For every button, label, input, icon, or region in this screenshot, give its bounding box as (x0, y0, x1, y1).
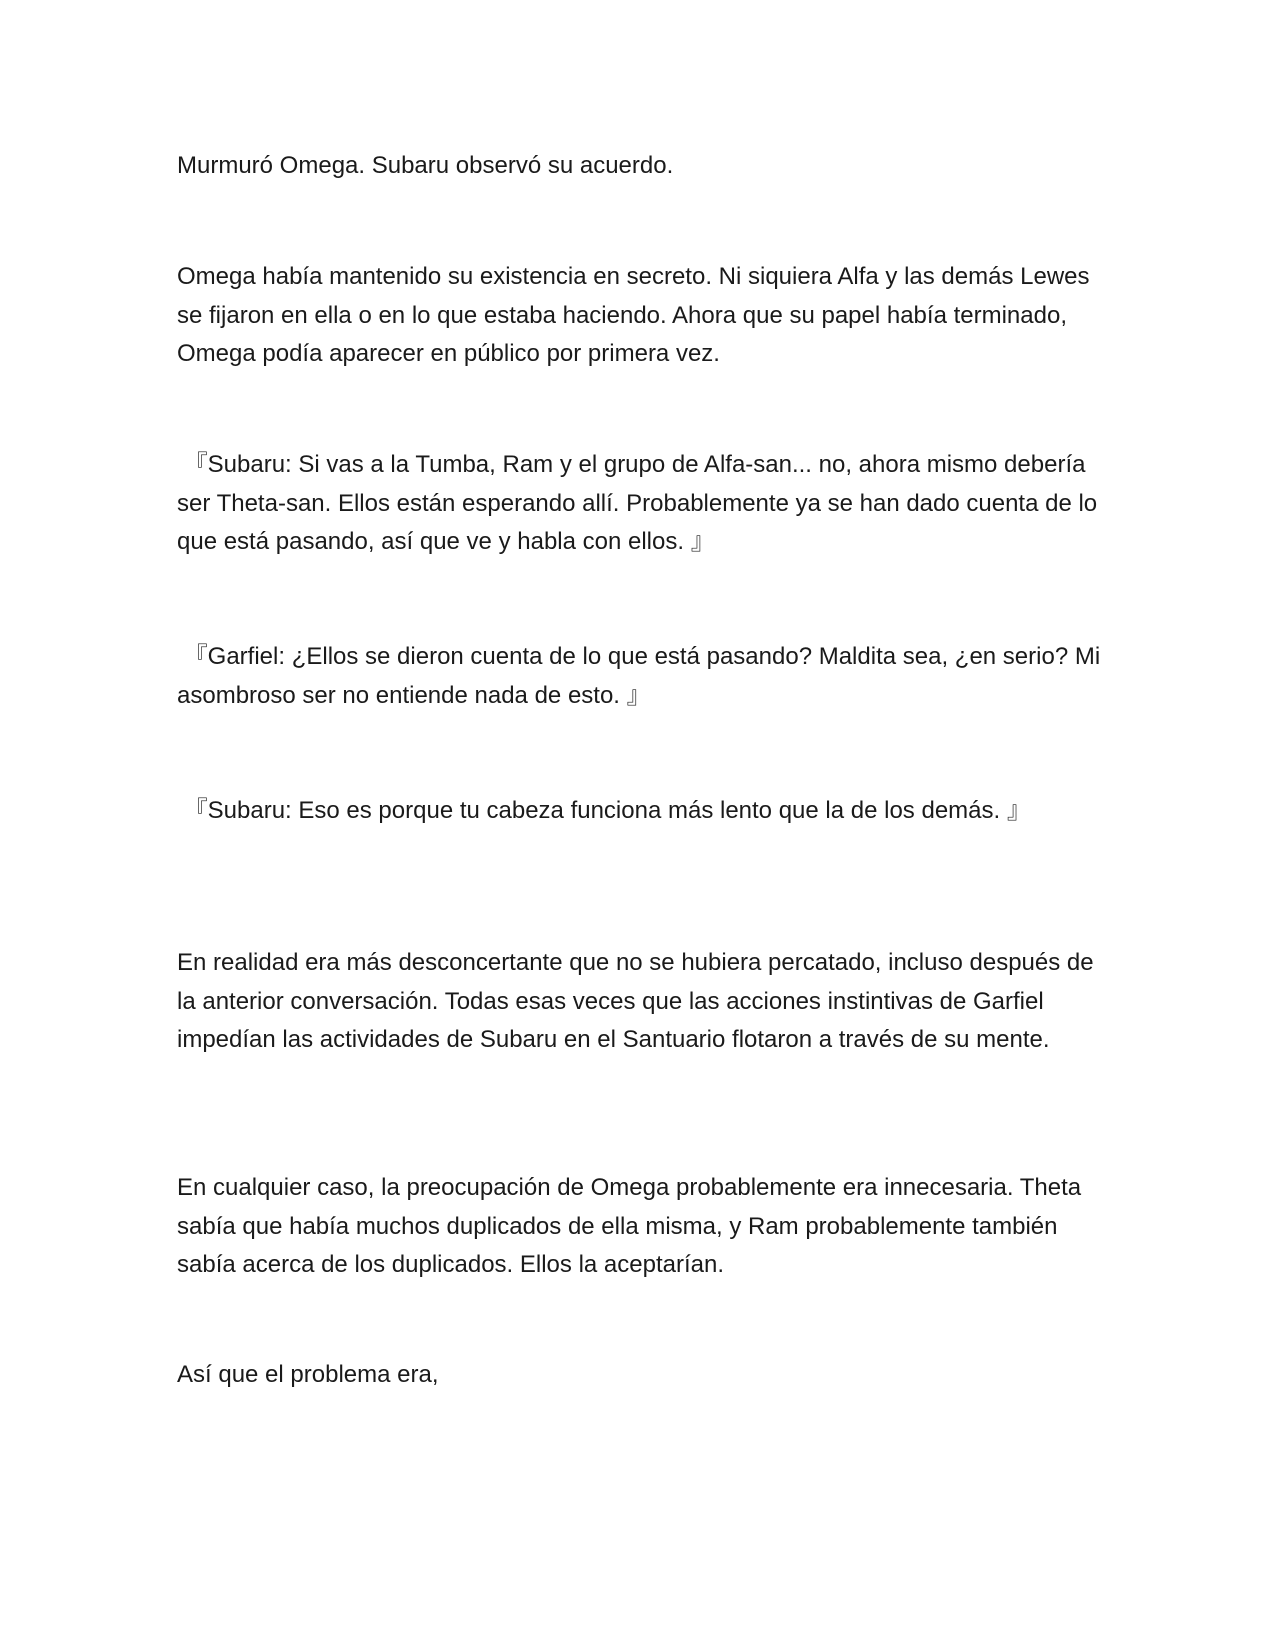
narration-paragraph: Murmuró Omega. Subaru observó su acuerdo. (177, 152, 674, 179)
dialogue-paragraph: 『Subaru: Eso es porque tu cabeza funciona más lento que la de los demás. 』 (177, 797, 1031, 824)
narration-paragraph: Omega había mantenido su existencia en secreto. Ni siquiera Alfa y las demás Lewes se fijaron en ella o en lo que estaba haciendo. Ahora que su papel había terminado, Omega podía aparecer en público por primera vez. (177, 263, 1090, 367)
narration-paragraph: En cualquier caso, la preocupación de Omega probablemente era innecesaria. Theta sabía que había muchos duplicados de ella misma, y Ram probablemente también sabía acerca de los duplicados. Ellos la aceptarían. (177, 1174, 1082, 1278)
narration-paragraph: Así que el problema era, (177, 1361, 439, 1388)
narration-paragraph: En realidad era más desconcertante que no se hubiera percatado, incluso después de la anterior conversación. Todas esas veces que las acciones instintivas de Garfiel impedían las actividades de Subaru en el Santuario flotaron a través de su mente. (177, 949, 1094, 1053)
dialogue-paragraph: 『Garfiel: ¿Ellos se dieron cuenta de lo que está pasando? Maldita sea, ¿en serio? Mi asombroso ser no entiende nada de esto. 』 (177, 643, 1101, 709)
dialogue-paragraph: 『Subaru: Si vas a la Tumba, Ram y el grupo de Alfa-san... no, ahora mismo debería ser Theta-san. Ellos están esperando allí. Probablemente ya se han dado cuenta de lo que está pasando, así que ve y habla con ellos. 』 (177, 451, 1098, 555)
